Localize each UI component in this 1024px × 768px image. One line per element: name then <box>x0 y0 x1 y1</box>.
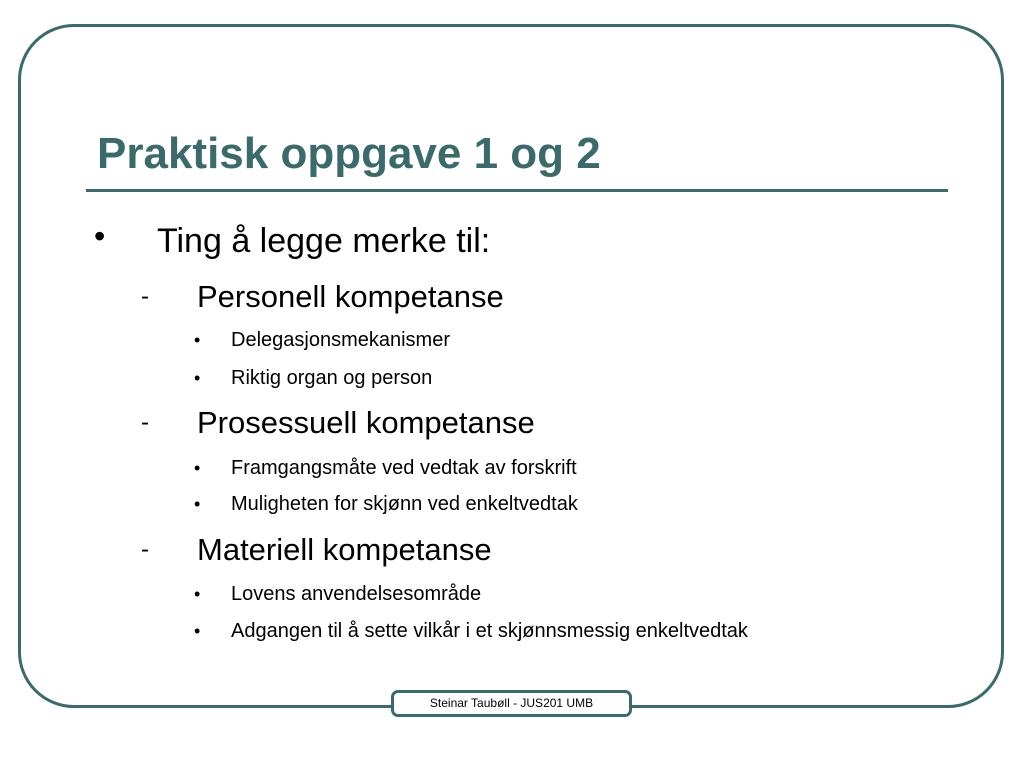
list-item: Riktig organ og person <box>231 367 433 389</box>
bullet-marker: • <box>94 218 106 254</box>
small-bullet-marker: • <box>194 330 201 350</box>
title-underline <box>86 189 948 192</box>
section-heading-personell: Personell kompetanse <box>197 279 504 314</box>
dash-marker: - <box>141 409 149 436</box>
dash-marker: - <box>141 283 149 310</box>
section-heading-prosessuell: Prosessuell kompetanse <box>197 405 535 440</box>
list-item: Lovens anvendelsesområde <box>231 583 482 605</box>
intro-bullet: Ting å legge merke til: <box>157 222 491 260</box>
small-bullet-marker: • <box>194 458 201 478</box>
list-item: Adgangen til å sette vilkår i et skjønnsmessig enkeltvedtak <box>231 620 748 642</box>
list-item: Delegasjonsmekanismer <box>231 329 450 351</box>
dash-marker: - <box>141 536 149 563</box>
section-heading-materiell: Materiell kompetanse <box>197 532 492 567</box>
slide-title: Praktisk oppgave 1 og 2 <box>97 129 601 178</box>
list-item: Framgangsmåte ved vedtak av forskrift <box>231 457 577 479</box>
small-bullet-marker: • <box>194 584 201 604</box>
slide-frame <box>18 24 1004 708</box>
list-item: Muligheten for skjønn ved enkeltvedtak <box>231 493 578 515</box>
small-bullet-marker: • <box>194 368 201 388</box>
small-bullet-marker: • <box>194 494 201 514</box>
footer-badge: Steinar Taubøll - JUS201 UMB <box>391 690 632 717</box>
small-bullet-marker: • <box>194 621 201 641</box>
